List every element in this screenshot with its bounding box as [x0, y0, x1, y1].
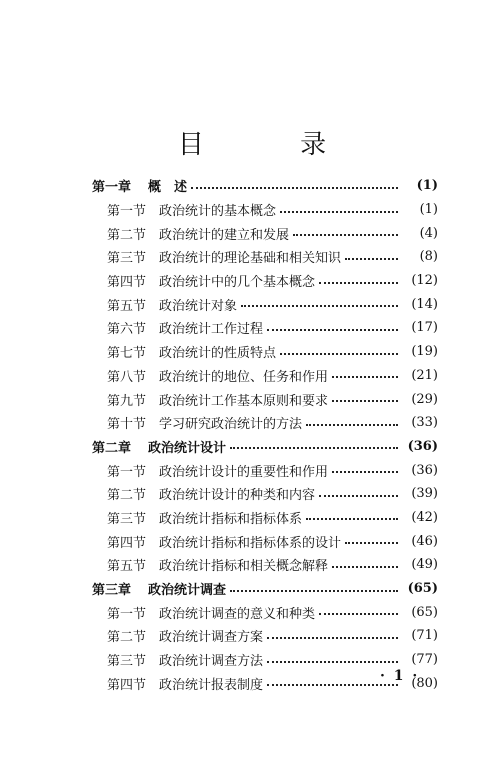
section-number: 第四节 — [107, 275, 147, 291]
section-number: 第二节 — [107, 630, 147, 646]
dot-leader — [293, 234, 398, 236]
section-title: 政治统计的基本概念 — [159, 204, 277, 220]
page-number: (80) — [411, 675, 438, 691]
section-number: 第一节 — [107, 464, 147, 480]
dot-leader — [306, 518, 398, 520]
dot-leader — [319, 613, 398, 615]
page-number: (46) — [411, 533, 438, 549]
chapter-title: 概 述 — [148, 180, 188, 196]
section-title: 政治统计报表制度 — [159, 677, 264, 693]
toc-section-row — [92, 411, 438, 435]
toc-section-row — [92, 624, 438, 648]
toc-chapter-row — [92, 435, 438, 459]
page-number: (77) — [411, 652, 438, 668]
page-number: (36) — [407, 438, 438, 454]
toc-section-row — [92, 269, 438, 293]
section-number: 第七节 — [107, 346, 147, 362]
section-number: 第五节 — [107, 559, 147, 575]
page-number: (65) — [407, 581, 438, 597]
dot-leader — [345, 542, 398, 544]
page-number: (19) — [411, 344, 438, 360]
toc-chapter-row — [92, 174, 438, 198]
dot-leader — [230, 590, 398, 592]
page-number: (65) — [411, 604, 438, 620]
dot-leader — [241, 305, 398, 307]
chapter-title: 政治统计设计 — [148, 440, 227, 456]
toc-section-row — [92, 506, 438, 530]
toc-section-row — [92, 245, 438, 269]
dot-leader — [345, 258, 398, 260]
dot-leader — [332, 471, 398, 473]
section-title: 政治统计的理论基础和相关知识 — [159, 251, 342, 267]
section-title: 政治统计工作过程 — [159, 322, 264, 338]
page-number: (1) — [419, 202, 438, 218]
section-number: 第八节 — [107, 369, 147, 385]
dot-leader — [319, 282, 398, 284]
section-title: 政治统计调查方案 — [159, 630, 264, 646]
toc-section-row — [92, 458, 438, 482]
toc-section-row — [92, 340, 438, 364]
section-title: 政治统计设计的重要性和作用 — [159, 464, 329, 480]
section-number: 第五节 — [107, 298, 147, 314]
page-number: (49) — [411, 557, 438, 573]
dot-leader — [267, 684, 398, 686]
page-number: (36) — [411, 462, 438, 478]
section-number: 第六节 — [107, 322, 147, 338]
section-number: 第一节 — [107, 606, 147, 622]
section-title: 政治统计指标和相关概念解释 — [159, 559, 329, 575]
section-number: 第三节 — [107, 654, 147, 670]
chapter-number: 第三章 — [92, 583, 132, 599]
section-title: 政治统计中的几个基本概念 — [159, 275, 316, 291]
page-number: (17) — [411, 320, 438, 336]
dot-leader — [267, 637, 398, 639]
page-number: (4) — [419, 225, 438, 241]
section-title: 政治统计设计的种类和内容 — [159, 488, 316, 504]
section-number: 第九节 — [107, 393, 147, 409]
section-title: 政治统计指标和指标体系 — [159, 511, 303, 527]
toc-section-row — [92, 529, 438, 553]
section-title: 政治统计的地位、任务和作用 — [159, 369, 329, 385]
page-title: 目 录 — [177, 130, 371, 160]
chapter-number: 第一章 — [92, 180, 132, 196]
page-number: (33) — [411, 415, 438, 431]
page-number: (42) — [411, 509, 438, 525]
dot-leader — [332, 566, 398, 568]
section-number: 第十节 — [107, 417, 147, 433]
chapter-number: 第二章 — [92, 440, 132, 456]
section-number: 第四节 — [107, 677, 147, 693]
section-title: 政治统计工作基本原则和要求 — [159, 393, 329, 409]
page-number: (71) — [411, 628, 438, 644]
section-number: 第二节 — [107, 488, 147, 504]
toc-section-row — [92, 198, 438, 222]
section-title: 政治统计调查方法 — [159, 654, 264, 670]
dot-leader — [280, 211, 398, 213]
dot-leader — [267, 661, 398, 663]
dot-leader — [191, 187, 398, 189]
page-number: (14) — [411, 296, 438, 312]
section-number: 第四节 — [107, 535, 147, 551]
toc-section-row — [92, 292, 438, 316]
dot-leader — [332, 400, 398, 402]
dot-leader — [267, 329, 398, 331]
section-title: 政治统计的性质特点 — [159, 346, 277, 362]
section-title: 政治统计指标和指标体系的设计 — [159, 535, 342, 551]
chapter-title: 政治统计调查 — [148, 583, 227, 599]
toc-chapter-row — [92, 577, 438, 601]
section-title: 政治统计调查的意义和种类 — [159, 606, 316, 622]
dot-leader — [230, 447, 398, 449]
toc-section-row — [92, 387, 438, 411]
page-number: (12) — [411, 273, 438, 289]
dot-leader — [280, 353, 398, 355]
section-number: 第三节 — [107, 251, 147, 267]
toc-section-row — [92, 221, 438, 245]
page-folio: · 1 · — [380, 668, 420, 684]
section-title: 政治统计对象 — [159, 298, 238, 314]
toc-section-row — [92, 482, 438, 506]
section-number: 第三节 — [107, 511, 147, 527]
page-number: (1) — [416, 178, 438, 194]
page-number: (29) — [411, 391, 438, 407]
toc-section-row — [92, 316, 438, 340]
section-title: 政治统计的建立和发展 — [159, 227, 290, 243]
dot-leader — [332, 376, 398, 378]
table-of-contents — [92, 174, 438, 695]
section-number: 第一节 — [107, 204, 147, 220]
toc-section-row — [92, 364, 438, 388]
dot-leader — [319, 495, 398, 497]
toc-section-row — [92, 553, 438, 577]
section-title: 学习研究政治统计的方法 — [159, 417, 303, 433]
toc-section-row — [92, 600, 438, 624]
page-number: (8) — [419, 249, 438, 265]
section-number: 第二节 — [107, 227, 147, 243]
page-number: (21) — [411, 367, 438, 383]
page-number: (39) — [411, 486, 438, 502]
dot-leader — [306, 424, 398, 426]
